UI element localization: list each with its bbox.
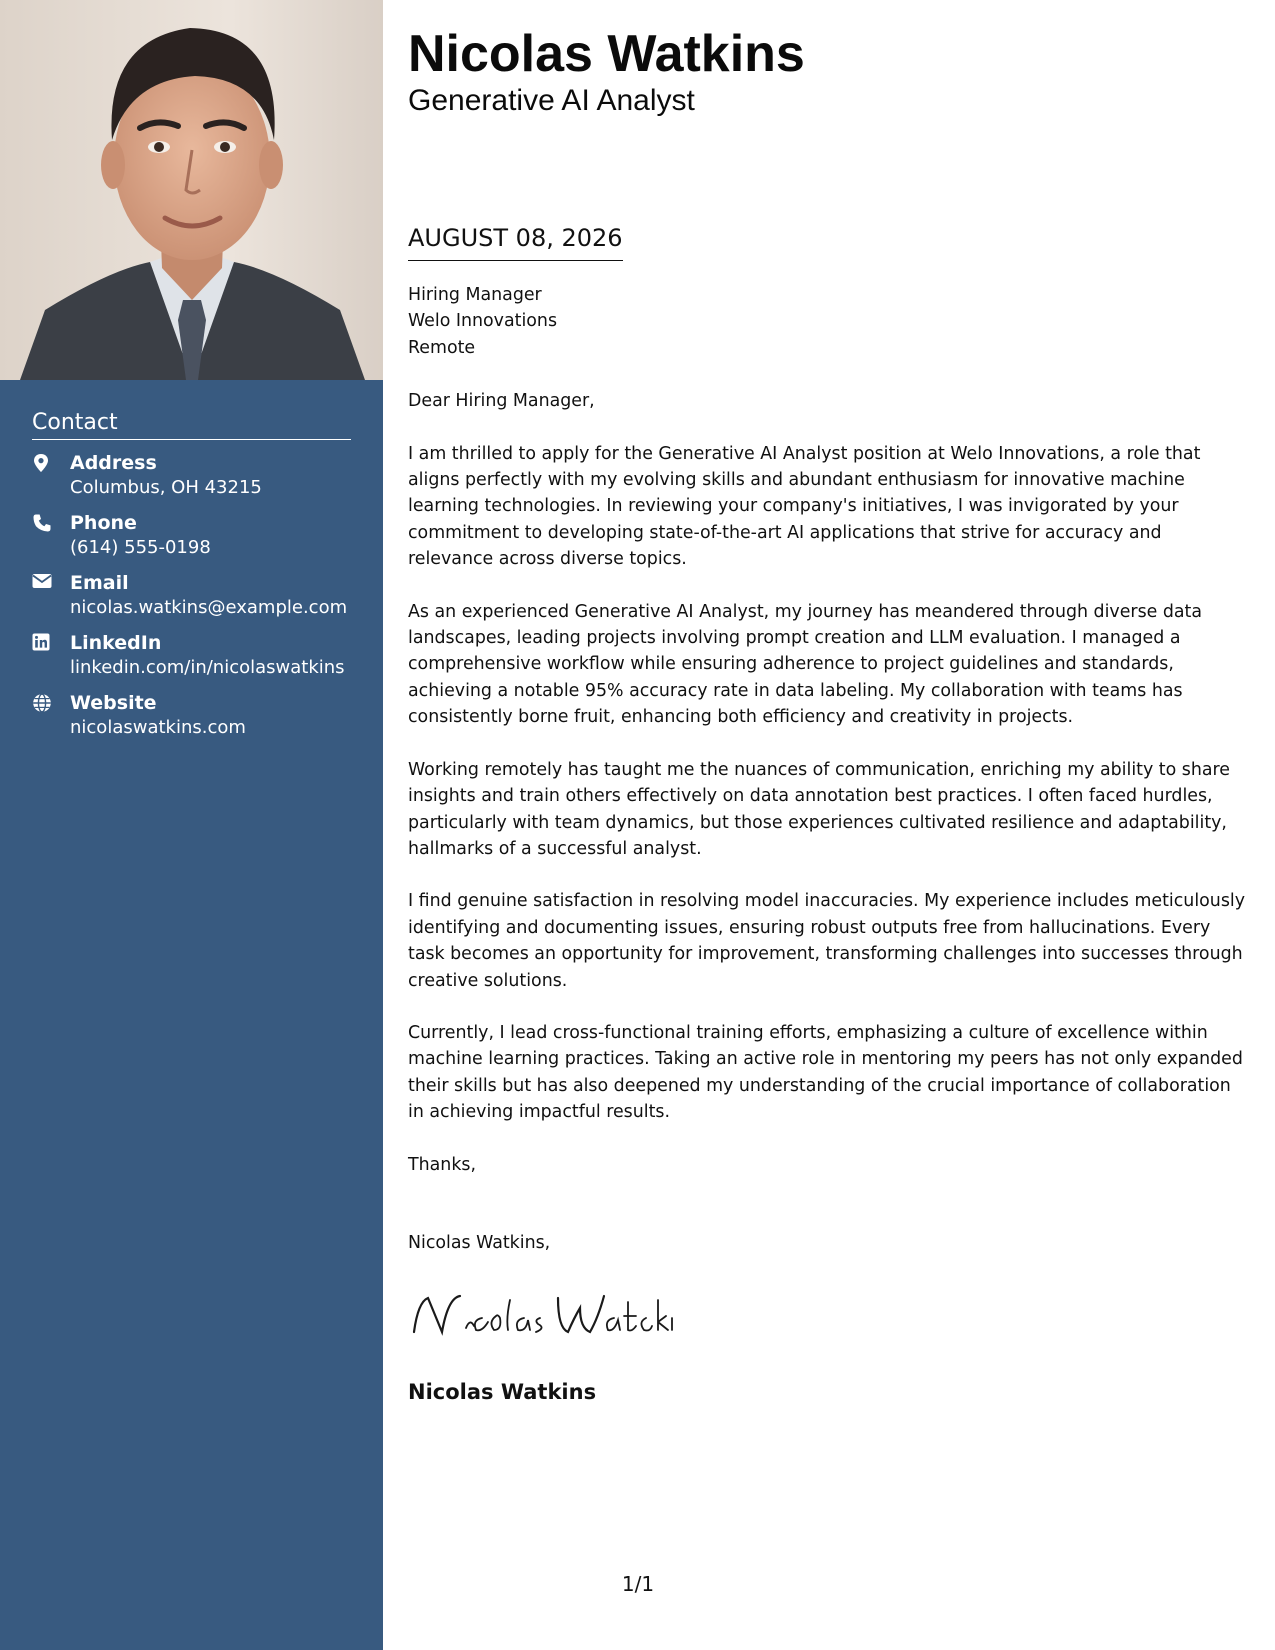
envelope-icon: [32, 570, 70, 589]
letter-date: AUGUST 08, 2026: [408, 222, 623, 261]
body-paragraph: Working remotely has taught me the nuances of communication, enriching my ability to share insights and train others effectively on data annotation best practices. I often faced hurdles, particularly with team dynamics, but those experiences cultivated resilience and adaptability, hallmarks of a successful analyst.: [408, 759, 1230, 859]
contact-section: [32, 410, 351, 750]
contact-item-email: [32, 570, 351, 620]
page-number: 1/1: [621, 1572, 655, 1596]
applicant-name: Nicolas Watkins: [408, 25, 805, 83]
contact-list: [32, 450, 351, 740]
phone-icon: [32, 510, 70, 533]
phone-value[interactable]: (614) 555-0198: [70, 537, 211, 558]
recipient-line: Hiring Manager: [408, 285, 542, 305]
body-paragraph: As an experienced Generative AI Analyst, my journey has meandered through diverse data landscapes, leading projects involving prompt creation and LLM evaluation. I managed a comprehensive workflow while ensuring adherence to project guidelines and standards, achieving a notable 95% accuracy rate in data labeling. My collaboration with teams has consistently borne fruit, enhancing both efficiency and creativity in projects.: [408, 601, 1203, 728]
profile-photo: [0, 0, 383, 380]
contact-label: Website: [70, 692, 157, 714]
linkedin-value[interactable]: linkedin.com/in/nicolaswatkins: [70, 657, 345, 678]
contact-heading: Contact: [32, 410, 351, 440]
recipient-block: [408, 282, 1248, 361]
body-paragraph: Currently, I lead cross-functional training efforts, emphasizing a culture of excellence within machine learning practices. Taking an active role in mentoring my peers has not only expanded their skills but has also deepened my understanding of the crucial importance of collaboration in achieving impactful results.: [408, 1022, 1243, 1123]
contact-item-phone: [32, 510, 351, 560]
address-value: Columbus, OH 43215: [70, 477, 262, 498]
handwritten-signature: [408, 1288, 678, 1344]
letter-body: [408, 282, 1248, 1256]
email-value[interactable]: nicolas.watkins@example.com: [70, 597, 348, 618]
contact-label: Phone: [70, 512, 137, 534]
body-paragraph: I find genuine satisfaction in resolving model inaccuracies. My experience includes meticulously identifying and documenting issues, ensuring robust outputs free from hallucinations. Every task becomes an opportunity for improvement, transforming challenges into successes through creative solutions.: [408, 891, 1246, 991]
closing: Thanks,: [408, 1154, 476, 1175]
salutation: Dear Hiring Manager,: [408, 391, 595, 412]
linkedin-icon: [32, 630, 70, 651]
signature-name: Nicolas Watkins: [408, 1380, 597, 1404]
recipient-line: Remote: [408, 337, 476, 358]
job-title: Generative AI Analyst: [408, 84, 695, 117]
contact-label: Address: [70, 452, 157, 474]
recipient-line: Welo Innovations: [408, 311, 558, 332]
website-value[interactable]: nicolaswatkins.com: [70, 717, 246, 738]
contact-item-address: [32, 450, 351, 500]
contact-item-website: [32, 690, 351, 740]
contact-item-linkedin: [32, 630, 351, 680]
location-pin-icon: [32, 450, 70, 473]
contact-label: LinkedIn: [70, 632, 162, 654]
globe-icon: [32, 690, 70, 713]
sidebar: [0, 0, 383, 1650]
body-paragraph: I am thrilled to apply for the Generative AI Analyst position at Welo Innovations, a role that aligns perfectly with my evolving skills and abundant enthusiasm for innovative machine learning technologies. In reviewing your company's initiatives, I was invigorated by your commitment to developing state-of-the-art AI applications that strive for accuracy and relevance across diverse topics.: [408, 443, 1201, 570]
signoff-name: Nicolas Watkins,: [408, 1232, 551, 1253]
contact-label: Email: [70, 572, 129, 594]
